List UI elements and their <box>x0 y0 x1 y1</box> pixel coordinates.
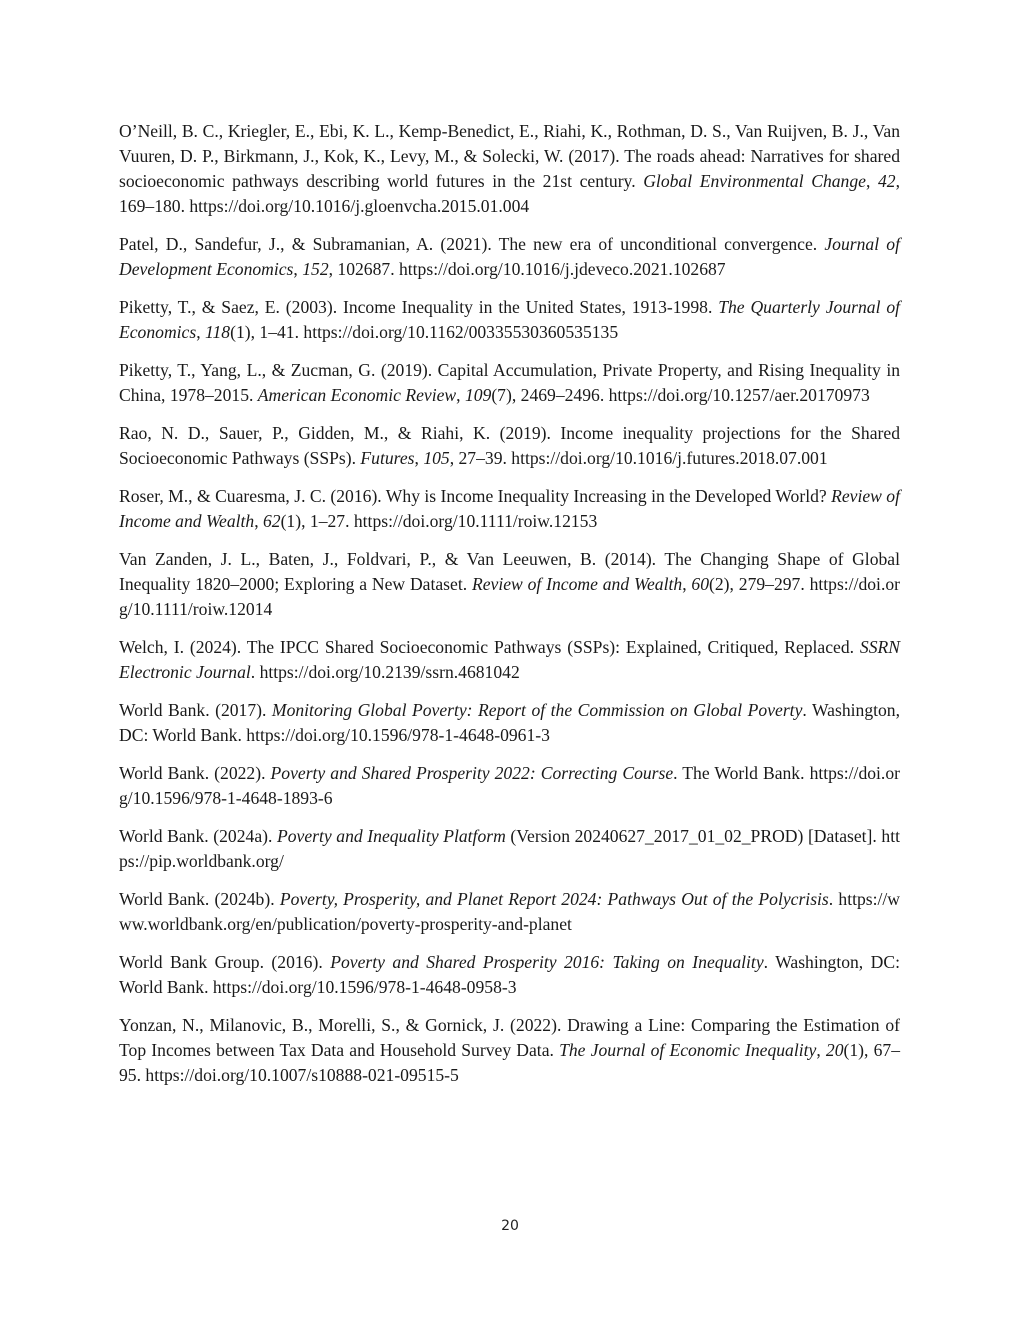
reference-pages: , 279–297. <box>729 574 810 594</box>
reference-lead: Van Zanden, J. L., Baten, J., Foldvari, P., & Van Leeuwen, B. (2014). The Changing Shape of Global Inequality 1820–2000; Exploring a New Dataset. <box>119 549 900 594</box>
reference-separator: . Washington, DC: World Bank. <box>119 952 900 997</box>
reference-journal: Futures <box>360 448 415 468</box>
reference-doi-link[interactable]: https://doi.org/10.1596/978-1-4648-1893-6 <box>119 763 900 808</box>
reference-separator: , <box>293 259 303 279</box>
reference-lead: World Bank. (2024b). <box>119 889 280 909</box>
reference-entry <box>119 119 900 219</box>
reference-issue: (7) <box>491 385 512 405</box>
reference-entry <box>119 358 900 408</box>
reference-pages: , 2469–2496. <box>511 385 609 405</box>
reference-journal: Global Environmental Change <box>643 171 866 191</box>
reference-entry <box>119 950 900 1000</box>
reference-entry <box>119 547 900 622</box>
reference-journal: Review of Income and Wealth <box>119 486 900 531</box>
reference-entry <box>119 761 900 811</box>
reference-journal: Poverty and Shared Prosperity 2022: Correcting Course <box>270 763 674 783</box>
reference-volume: 109 <box>464 385 492 405</box>
reference-doi-link[interactable]: https://pip.worldbank.org/ <box>119 826 900 871</box>
reference-issue: (2) <box>709 574 730 594</box>
reference-journal: Review of Income and Wealth <box>471 574 683 594</box>
reference-volume: 60 <box>691 574 710 594</box>
reference-doi-link[interactable]: https://doi.org/10.1596/978-1-4648-0958-3 <box>212 977 517 997</box>
reference-doi-link[interactable]: https://doi.org/10.1111/roiw.12014 <box>119 574 900 619</box>
reference-separator: , <box>196 322 205 342</box>
reference-journal: Poverty and Shared Prosperity 2016: Taking on Inequality <box>330 952 764 972</box>
reference-journal: American Economic Review <box>257 385 457 405</box>
reference-doi-link[interactable]: https://doi.org/10.1596/978-1-4648-0961-3 <box>246 725 550 745</box>
reference-separator: , <box>254 511 263 531</box>
reference-journal: SSRN Electronic Journal <box>119 637 900 682</box>
reference-separator: (Version 20240627_2017_01_02_PROD) [Dataset]. <box>505 826 882 846</box>
reference-lead: Welch, I. (2024). The IPCC Shared Socioeconomic Pathways (SSPs): Explained, Critiqued, Replaced. <box>119 637 860 657</box>
reference-journal: The Quarterly Journal of Economics <box>119 297 901 342</box>
reference-issue: (1) <box>230 322 251 342</box>
reference-volume: 20 <box>825 1040 844 1060</box>
reference-doi-link[interactable]: https://doi.org/10.2139/ssrn.4681042 <box>259 662 520 682</box>
reference-entry <box>119 824 900 874</box>
reference-separator: . <box>828 889 839 909</box>
reference-lead: World Bank Group. (2016). <box>119 952 331 972</box>
reference-separator: , <box>456 385 465 405</box>
reference-entry <box>119 1013 900 1088</box>
reference-pages: , 1–41. <box>250 322 304 342</box>
reference-journal: Poverty and Inequality Platform <box>277 826 506 846</box>
reference-doi-link[interactable]: https://doi.org/10.1162/00335530360535135 <box>303 322 619 342</box>
reference-pages: , 27–39. <box>449 448 512 468</box>
reference-entry <box>119 698 900 748</box>
reference-entry <box>119 295 900 345</box>
reference-pages: , 169–180. <box>119 171 900 216</box>
reference-entry <box>119 232 900 282</box>
reference-journal: Monitoring Global Poverty: Report of the Commission on Global Poverty <box>271 700 803 720</box>
reference-doi-link[interactable]: https://doi.org/10.1016/j.jdeveco.2021.102687 <box>398 259 726 279</box>
reference-list <box>119 119 900 1101</box>
reference-journal: The Journal of Economic Inequality <box>559 1040 817 1060</box>
reference-lead: Rao, N. D., Sauer, P., Gidden, M., & Riahi, K. (2019). Income inequality projections for the Shared Socioeconomic Pathways (SSPs). <box>119 423 900 468</box>
reference-doi-link[interactable]: https://doi.org/10.1016/j.futures.2018.07.001 <box>511 448 828 468</box>
reference-doi-link[interactable]: https://doi.org/10.1257/aer.20170973 <box>608 385 870 405</box>
reference-lead: O’Neill, B. C., Kriegler, E., Ebi, K. L., Kemp-Benedict, E., Riahi, K., Rothman, D. S., Van Ruijven, B. J., Van Vuuren, D. P., Birkmann, J., Kok, K., Levy, M., & Solecki, W. (2017). The roads ahead: Narratives for shared socioeconomic pathways describing world futures in the 21st century. <box>119 121 900 191</box>
reference-lead: Piketty, T., Yang, L., & Zucman, G. (2019). Capital Accumulation, Private Property, and Rising Inequality in China, 1978–2015. <box>119 360 900 405</box>
reference-issue: (1) <box>843 1040 865 1060</box>
reference-pages: , 67–95. <box>119 1040 901 1085</box>
reference-pages: , 102687. <box>328 259 399 279</box>
reference-separator: , <box>682 574 692 594</box>
reference-issue: (1) <box>280 511 302 531</box>
reference-volume: 105 <box>423 448 450 468</box>
reference-entry <box>119 635 900 685</box>
reference-separator: . Washington, DC: World Bank. <box>119 700 900 745</box>
reference-lead: World Bank. (2022). <box>119 763 271 783</box>
reference-doi-link[interactable]: https://www.worldbank.org/en/publication/poverty-prosperity-and-planet <box>119 889 900 934</box>
reference-doi-link[interactable]: https://doi.org/10.1111/roiw.12153 <box>353 511 598 531</box>
reference-separator: , <box>414 448 424 468</box>
reference-entry <box>119 421 900 471</box>
reference-lead: Patel, D., Sandefur, J., & Subramanian, A. (2021). The new era of unconditional convergence. <box>119 234 825 254</box>
reference-separator: . <box>250 662 260 682</box>
reference-separator: , <box>865 171 878 191</box>
reference-volume: 118 <box>205 322 231 342</box>
reference-journal: Journal of Development Economics <box>119 234 900 279</box>
reference-lead: World Bank. (2017). <box>119 700 272 720</box>
reference-lead: World Bank. (2024a). <box>119 826 277 846</box>
reference-lead: Piketty, T., & Saez, E. (2003). Income Inequality in the United States, 1913-1998. <box>119 297 719 317</box>
reference-entry <box>119 484 900 534</box>
page-number: 20 <box>501 1218 519 1234</box>
reference-lead: Yonzan, N., Milanovic, B., Morelli, S., & Gornick, J. (2022). Drawing a Line: Comparing the Estimation of Top Incomes between Tax Data and Household Survey Data. <box>119 1015 900 1060</box>
reference-volume: 152 <box>302 259 329 279</box>
reference-lead: Roser, M., & Cuaresma, J. C. (2016). Why is Income Inequality Increasing in the Developed World? <box>119 486 832 506</box>
reference-doi-link[interactable]: https://doi.org/10.1007/s10888-021-09515-5 <box>145 1065 459 1085</box>
reference-entry <box>119 887 900 937</box>
reference-volume: 62 <box>262 511 281 531</box>
reference-separator: . The World Bank. <box>673 763 810 783</box>
reference-doi-link[interactable]: https://doi.org/10.1016/j.gloenvcha.2015.01.004 <box>189 196 530 216</box>
reference-separator: , <box>816 1040 826 1060</box>
reference-volume: 42 <box>877 171 896 191</box>
reference-journal: Poverty, Prosperity, and Planet Report 2024: Pathways Out of the Polycrisis <box>279 889 829 909</box>
reference-pages: , 1–27. <box>301 511 354 531</box>
